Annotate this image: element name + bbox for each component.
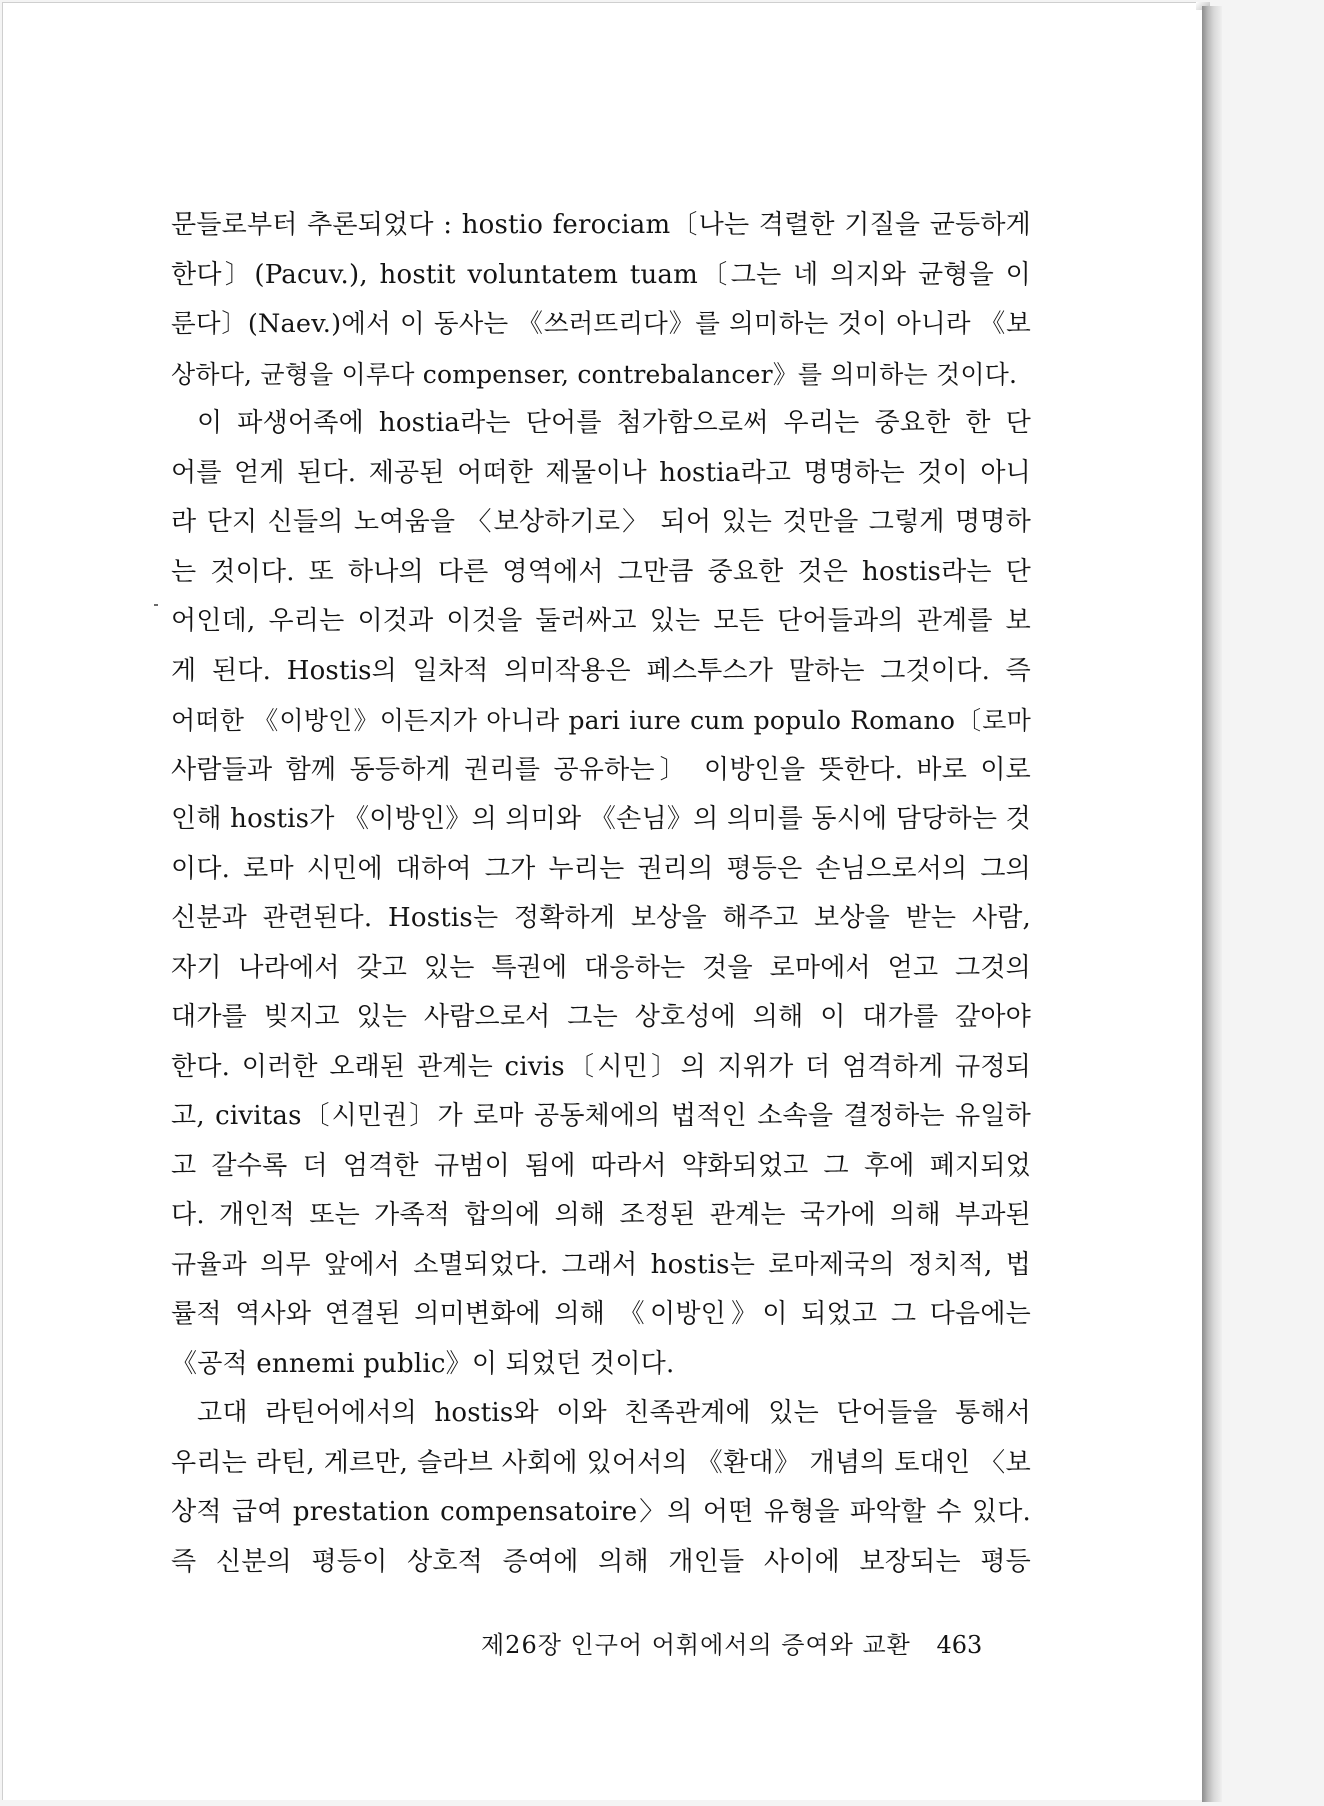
text-line: 게 된다. Hostis의 일차적 의미작용은 페스투스가 말하는 그것이다. 즉 — [171, 655, 1031, 686]
text-line: 대가를 빚지고 있는 사람으로서 그는 상호성에 의해 이 대가를 갚아야 — [171, 1002, 1031, 1032]
text-line: 고, civitas〔시민권〕가 로마 공동체에의 법적인 소속을 결정하는 유일하 — [171, 1101, 1031, 1131]
text-line: 《공적 ennemi public》이 되었던 것이다. — [171, 1348, 675, 1379]
text-line: 다. 개인적 또는 가족적 합의에 의해 조정된 관계는 국가에 의해 부과된 — [171, 1200, 1031, 1230]
text-line: 문들로부터 추론되었다 : hostio ferociam〔나는 격렬한 기질을 균등하게 — [171, 210, 1031, 240]
print-speck — [154, 604, 158, 606]
text-line: 룬다〕(Naev.)에서 이 동사는 《쓰러뜨리다》를 의미하는 것이 아니라 《보 — [171, 309, 1031, 339]
text-line: 상하다, 균형을 이루다 compenser, contrebalancer》를 의미하는 것이다. — [171, 359, 1018, 389]
text-line: 인해 hostis가 《이방인》의 의미와 《손님》의 의미를 동시에 담당하는 것 — [171, 804, 1031, 834]
book-page — [2, 2, 1202, 1800]
text-line: 상적 급여 prestation compensatoire〉의 어떤 유형을 파악할 수 있다. — [171, 1497, 1031, 1527]
text-line: 라 단지 신들의 노여움을 〈보상하기로〉 되어 있는 것만을 그렇게 명명하 — [171, 507, 1031, 537]
body-text — [171, 201, 1031, 1587]
paragraph-first-line: 이 파생어족에 hostia라는 단어를 첨가함으로써 우리는 중요한 한 단 — [197, 408, 1031, 438]
text-line: 고 갈수록 더 엄격한 규범이 됨에 따라서 약화되었고 그 후에 폐지되었 — [171, 1150, 1031, 1181]
text-line: 신분과 관련된다. Hostis는 정확하게 보상을 해주고 보상을 받는 사람, — [171, 903, 1031, 933]
text-line: 률적 역사와 연결된 의미변화에 의해 《이방인》이 되었고 그 다음에는 — [171, 1299, 1031, 1329]
text-line: 규율과 의무 앞에서 소멸되었다. 그래서 hostis는 로마제국의 정치적, 법 — [171, 1249, 1031, 1280]
text-line: 이다. 로마 시민에 대하여 그가 누리는 권리의 평등은 손님으로서의 그의 — [171, 853, 1031, 884]
text-line: 즉 신분의 평등이 상호적 증여에 의해 개인들 사이에 보장되는 평등 — [171, 1546, 1031, 1577]
paragraph-first-line: 고대 라틴어에서의 hostis와 이와 친족관계에 있는 단어들을 통해서 — [197, 1398, 1031, 1428]
text-line: 어를 얻게 된다. 제공된 어떠한 제물이나 hostia라고 명명하는 것이 아니 — [171, 457, 1031, 488]
text-line: 우리는 라틴, 게르만, 슬라브 사회에 있어서의 《환대》 개념의 토대인 〈보 — [171, 1447, 1031, 1478]
page-footer — [481, 1625, 1031, 1660]
text-line: 한다〕(Pacuv.), hostit voluntatem tuam〔그는 네 의지와 균형을 이 — [171, 259, 1031, 290]
text-line: 자기 나라에서 갖고 있는 특권에 대응하는 것을 로마에서 얻고 그것의 — [171, 952, 1031, 983]
page-stack-edge — [1202, 6, 1222, 1802]
text-line: 는 것이다. 또 하나의 다른 영역에서 그만큼 중요한 것은 hostis라는 단 — [171, 556, 1031, 587]
text-line: 어인데, 우리는 이것과 이것을 둘러싸고 있는 모든 단어들과의 관계를 보 — [171, 606, 1031, 636]
text-line: 어떠한 《이방인》이든지가 아니라 pari iure cum populo Romano〔로마 — [171, 706, 1031, 735]
text-line: 한다. 이러한 오래된 관계는 civis〔시민〕의 지위가 더 엄격하게 규정되 — [171, 1051, 1031, 1082]
text-line: 사람들과 함께 동등하게 권리를 공유하는〕 이방인을 뜻한다. 바로 이로 — [171, 754, 1031, 785]
running-footer-chapter-title: 제26장 인구어 어휘에서의 증여와 교환 — [481, 1631, 911, 1659]
page-number: 463 — [936, 1631, 983, 1659]
